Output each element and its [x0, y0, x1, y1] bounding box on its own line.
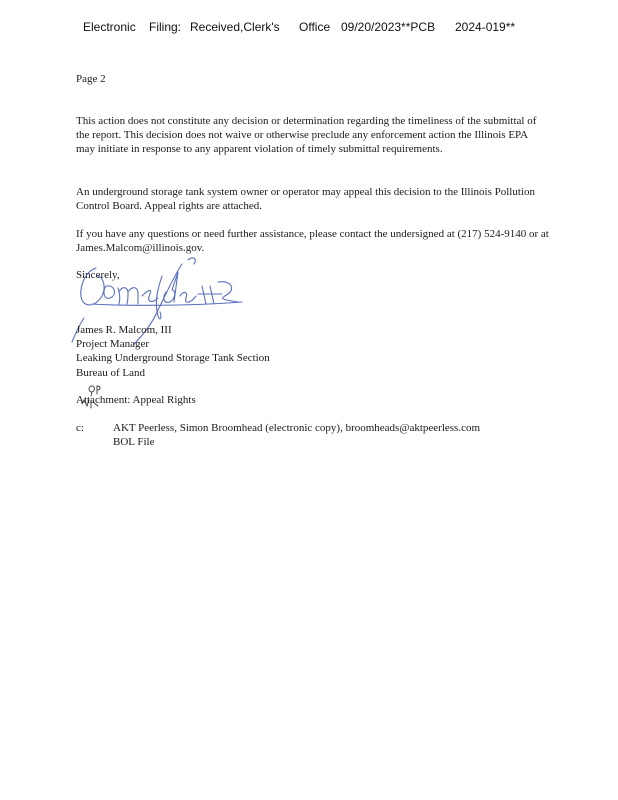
- paragraph-appeal: An underground storage tank system owner or operator may appeal this decision to the Illinois Pollution Control Board. Appeal rights are attached.: [76, 186, 535, 213]
- paragraph-contact: If you have any questions or need further assistance, please contact the undersigned at (217) 524-9140 or at James.Malcom@illinois.gov.: [76, 228, 549, 255]
- cc-label: c:: [76, 422, 84, 434]
- stamp-case-number: 2024-019**: [455, 20, 516, 34]
- signer-title: Project Manager: [76, 338, 149, 351]
- stamp-electronic: Electronic: [83, 20, 136, 34]
- closing: Sincerely,: [76, 269, 120, 281]
- signer-name: James R. Malcom, III: [76, 324, 172, 336]
- paragraph-timeliness: This action does not constitute any decision or determination regarding the timeliness of the submittal of the report. This decision does not waive or otherwise preclude any enforcement action the Illinois EPA may initiate in response to any apparent violation of timely submittal requirements.: [76, 115, 537, 156]
- cc-recipient: AKT Peerless, Simon Broomhead (electronic copy), broomheads@aktpeerless.com: [113, 422, 481, 434]
- page-number: Page 2: [76, 73, 106, 85]
- stamp-filing: Filing:: [149, 20, 182, 34]
- stamp-office: Office: [299, 20, 331, 34]
- stamp-date: 09/20/2023**PCB: [341, 20, 436, 34]
- signer-section: Leaking Underground Storage Tank Section: [76, 352, 270, 365]
- attachment-line: Attachment: Appeal Rights: [76, 394, 196, 406]
- signer-bureau: Bureau of Land: [76, 366, 146, 379]
- stamp-received: Received,Clerk's: [190, 20, 280, 34]
- cc-recipient: BOL File: [113, 436, 155, 449]
- signature-block: [76, 323, 556, 380]
